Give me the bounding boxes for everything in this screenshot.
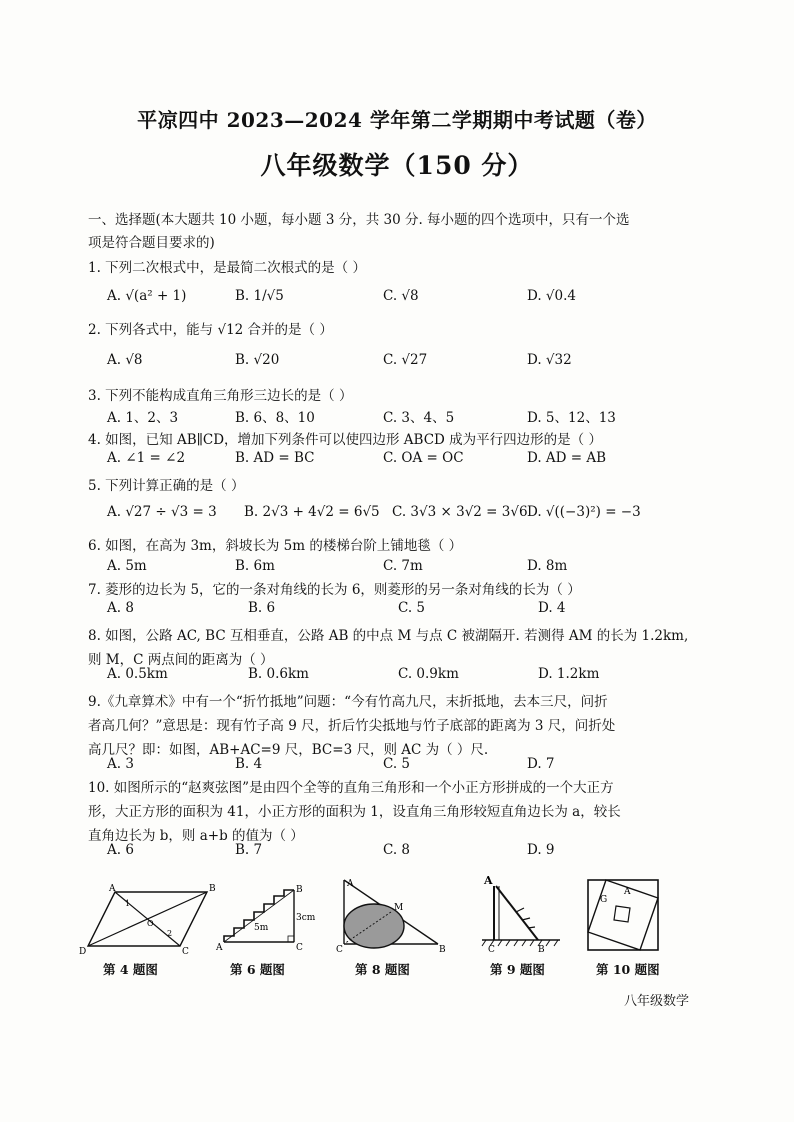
question-9-stem-line-1: 9.《九章算术》中有一个“折竹抵地”问题：“今有竹高九尺，末折抵地，去本三尺，问折 bbox=[88, 694, 608, 710]
question-1-option-a[interactable]: A. √(a² + 1) bbox=[107, 288, 187, 304]
question-5-option-b[interactable]: B. 2√3 + 4√2 = 6√5 bbox=[244, 504, 380, 520]
question-10-option-a[interactable]: A. 6 bbox=[107, 842, 134, 858]
caption-figure-4: 第 4 题图 bbox=[103, 962, 158, 977]
question-8-option-b[interactable]: B. 0.6km bbox=[248, 666, 309, 682]
question-2-option-c[interactable]: C. √27 bbox=[383, 352, 428, 368]
question-2-option-a[interactable]: A. √8 bbox=[107, 352, 143, 368]
question-2-option-b[interactable]: B. √20 bbox=[235, 352, 280, 368]
question-6-option-c[interactable]: C. 7m bbox=[383, 558, 423, 574]
question-4-option-d[interactable]: D. AD = AB bbox=[527, 450, 607, 466]
fig4-label-angle1: 1 bbox=[125, 899, 131, 908]
question-5-option-d[interactable]: D. √((−3)²) = −3 bbox=[527, 504, 641, 520]
caption-figure-8: 第 8 题图 bbox=[355, 962, 410, 977]
question-9-option-a[interactable]: A. 3 bbox=[107, 756, 134, 772]
question-9-stem-line-3: 高几尺？即：如图，AB+AC=9 尺，BC=3 尺，则 AC 为（ ）尺. bbox=[88, 742, 489, 758]
question-5-stem-line-1: 5. 下列计算正确的是（ ） bbox=[88, 478, 245, 494]
fig6-label-a: A bbox=[216, 943, 223, 953]
question-3-option-b[interactable]: B. 6、8、10 bbox=[235, 410, 315, 426]
question-7-option-c[interactable]: C. 5 bbox=[398, 600, 426, 616]
question-3-option-c[interactable]: C. 3、4、5 bbox=[383, 410, 455, 426]
figure-8-lake bbox=[336, 876, 448, 955]
fig6-label-c: C bbox=[296, 943, 303, 953]
question-4-option-a[interactable]: A. ∠1 = ∠2 bbox=[107, 450, 186, 466]
question-4-stem-line-1: 4. 如图，已知 AB∥CD，增加下列条件可以使四边形 ABCD 成为平行四边形的是（ ） bbox=[88, 432, 602, 448]
exam-subtitle: 八年级数学（150 分） bbox=[260, 151, 534, 180]
question-9-option-b[interactable]: B. 4 bbox=[235, 756, 263, 772]
fig4-label-o: O bbox=[147, 919, 154, 928]
question-10-option-c[interactable]: C. 8 bbox=[383, 842, 411, 858]
figure-6-staircase bbox=[216, 884, 320, 954]
fig10-label-g: G bbox=[600, 895, 608, 905]
question-4-option-c[interactable]: C. OA = OC bbox=[383, 450, 464, 466]
fig6-label-b: B bbox=[296, 885, 303, 895]
question-2-option-d[interactable]: D. √32 bbox=[527, 352, 572, 368]
fig8-label-b: B bbox=[439, 945, 446, 955]
question-8-option-a[interactable]: A. 0.5km bbox=[107, 666, 168, 682]
fig10-label-a: A bbox=[624, 887, 631, 897]
fig8-label-a: A bbox=[347, 879, 354, 889]
figure-10-zhao-shuang bbox=[586, 878, 662, 954]
fig9-label-a: A bbox=[484, 874, 493, 887]
fig4-label-a: A bbox=[109, 884, 116, 894]
fig9-label-c: C bbox=[488, 945, 495, 955]
question-10-stem-line-1: 10. 如图所示的“赵爽弦图”是由四个全等的直角三角形和一个小正方形拼成的一个大正方 bbox=[88, 780, 614, 796]
fig8-label-m: M bbox=[394, 903, 404, 913]
right-angle-mark bbox=[288, 936, 294, 942]
question-10-stem-line-3: 直角边长为 b，则 a+b 的值为（ ） bbox=[88, 828, 304, 844]
question-3-option-d[interactable]: D. 5、12、13 bbox=[527, 410, 616, 426]
question-7-stem-line-1: 7. 菱形的边长为 5，它的一条对角线的长为 6，则菱形的另一条对角线的长为（ ） bbox=[88, 582, 581, 598]
page-footer: 八年级数学 bbox=[623, 994, 689, 1009]
fig4-label-b: B bbox=[209, 884, 216, 894]
question-6-option-d[interactable]: D. 8m bbox=[527, 558, 568, 574]
question-10-stem-line-2: 形，大正方形的面积为 41，小正方形的面积为 1，设直角三角形较短直角边长为 a，较长 bbox=[88, 804, 621, 820]
question-8-option-c[interactable]: C. 0.9km bbox=[398, 666, 459, 682]
fig4-label-d: D bbox=[79, 947, 87, 957]
question-2-stem-line-1: 2. 下列各式中，能与 √12 合并的是（ ） bbox=[88, 322, 333, 338]
question-1-option-c[interactable]: C. √8 bbox=[383, 288, 419, 304]
question-10-option-b[interactable]: B. 7 bbox=[235, 842, 263, 858]
question-3-stem-line-1: 3. 下列不能构成直角三角形三边长的是（ ） bbox=[88, 388, 353, 404]
question-5-option-a[interactable]: A. √27 ÷ √3 = 3 bbox=[107, 504, 217, 520]
question-10-option-d[interactable]: D. 9 bbox=[527, 842, 555, 858]
fig4-label-c: C bbox=[182, 947, 189, 957]
question-8-stem-line-2: 则 M，C 两点间的距离为（ ） bbox=[88, 652, 274, 668]
tilted-square bbox=[588, 880, 658, 950]
caption-figure-6: 第 6 题图 bbox=[230, 962, 285, 977]
fig6-label-slope: 5m bbox=[254, 923, 269, 933]
exam-title: 平凉四中 2023—2024 学年第二学期期中考试题（卷） bbox=[137, 108, 657, 132]
section-heading-line2: 项是符合题目要求的) bbox=[88, 235, 215, 251]
fig4-label-angle2: 2 bbox=[167, 929, 173, 938]
question-1-option-b[interactable]: B. 1/√5 bbox=[235, 288, 284, 304]
question-7-option-d[interactable]: D. 4 bbox=[538, 600, 566, 616]
question-5-option-c[interactable]: C. 3√3 × 3√2 = 3√6 bbox=[392, 504, 528, 520]
question-7-option-b[interactable]: B. 6 bbox=[248, 600, 276, 616]
question-8-option-d[interactable]: D. 1.2km bbox=[538, 666, 600, 682]
question-8-stem-line-1: 8. 如图，公路 AC, BC 互相垂直，公路 AB 的中点 M 与点 C 被湖隔开. 若测得 AM 的长为 1.2km, bbox=[88, 628, 689, 644]
question-7-option-a[interactable]: A. 8 bbox=[107, 600, 134, 616]
figure-9-bamboo bbox=[478, 872, 568, 954]
fig9-label-b: B bbox=[538, 945, 545, 955]
question-6-stem-line-1: 6. 如图，在高为 3m，斜坡长为 5m 的楼梯台阶上铺地毯（ ） bbox=[88, 538, 463, 554]
question-9-stem-line-2: 者高几何？”意思是：现有竹子高 9 尺，折后竹尖抵地与竹子底部的距离为 3 尺，问折处 bbox=[88, 718, 616, 734]
question-1-stem-line-1: 1. 下列二次根式中，是最简二次根式的是（ ） bbox=[88, 260, 366, 276]
fig6-label-height: 3cm bbox=[296, 913, 316, 923]
figure-4-parallelogram bbox=[79, 884, 216, 957]
question-6-option-a[interactable]: A. 5m bbox=[107, 558, 147, 574]
question-9-option-c[interactable]: C. 5 bbox=[383, 756, 411, 772]
bamboo-broken bbox=[496, 886, 538, 940]
fig8-label-c: C bbox=[336, 945, 343, 955]
small-square bbox=[614, 906, 630, 922]
stair-slope bbox=[224, 890, 294, 942]
question-4-option-b[interactable]: B. AD = BC bbox=[235, 450, 315, 466]
question-3-option-a[interactable]: A. 1、2、3 bbox=[107, 410, 179, 426]
question-6-option-b[interactable]: B. 6m bbox=[235, 558, 275, 574]
question-1-option-d[interactable]: D. √0.4 bbox=[527, 288, 576, 304]
question-9-option-d[interactable]: D. 7 bbox=[527, 756, 555, 772]
caption-figure-9: 第 9 题图 bbox=[490, 962, 545, 977]
caption-figure-10: 第 10 题图 bbox=[596, 962, 660, 977]
section-heading-line1: 一、选择题(本大题共 10 小题，每小题 3 分，共 30 分. 每小题的四个选项中，只有一个选 bbox=[88, 212, 630, 228]
big-square bbox=[588, 880, 658, 950]
